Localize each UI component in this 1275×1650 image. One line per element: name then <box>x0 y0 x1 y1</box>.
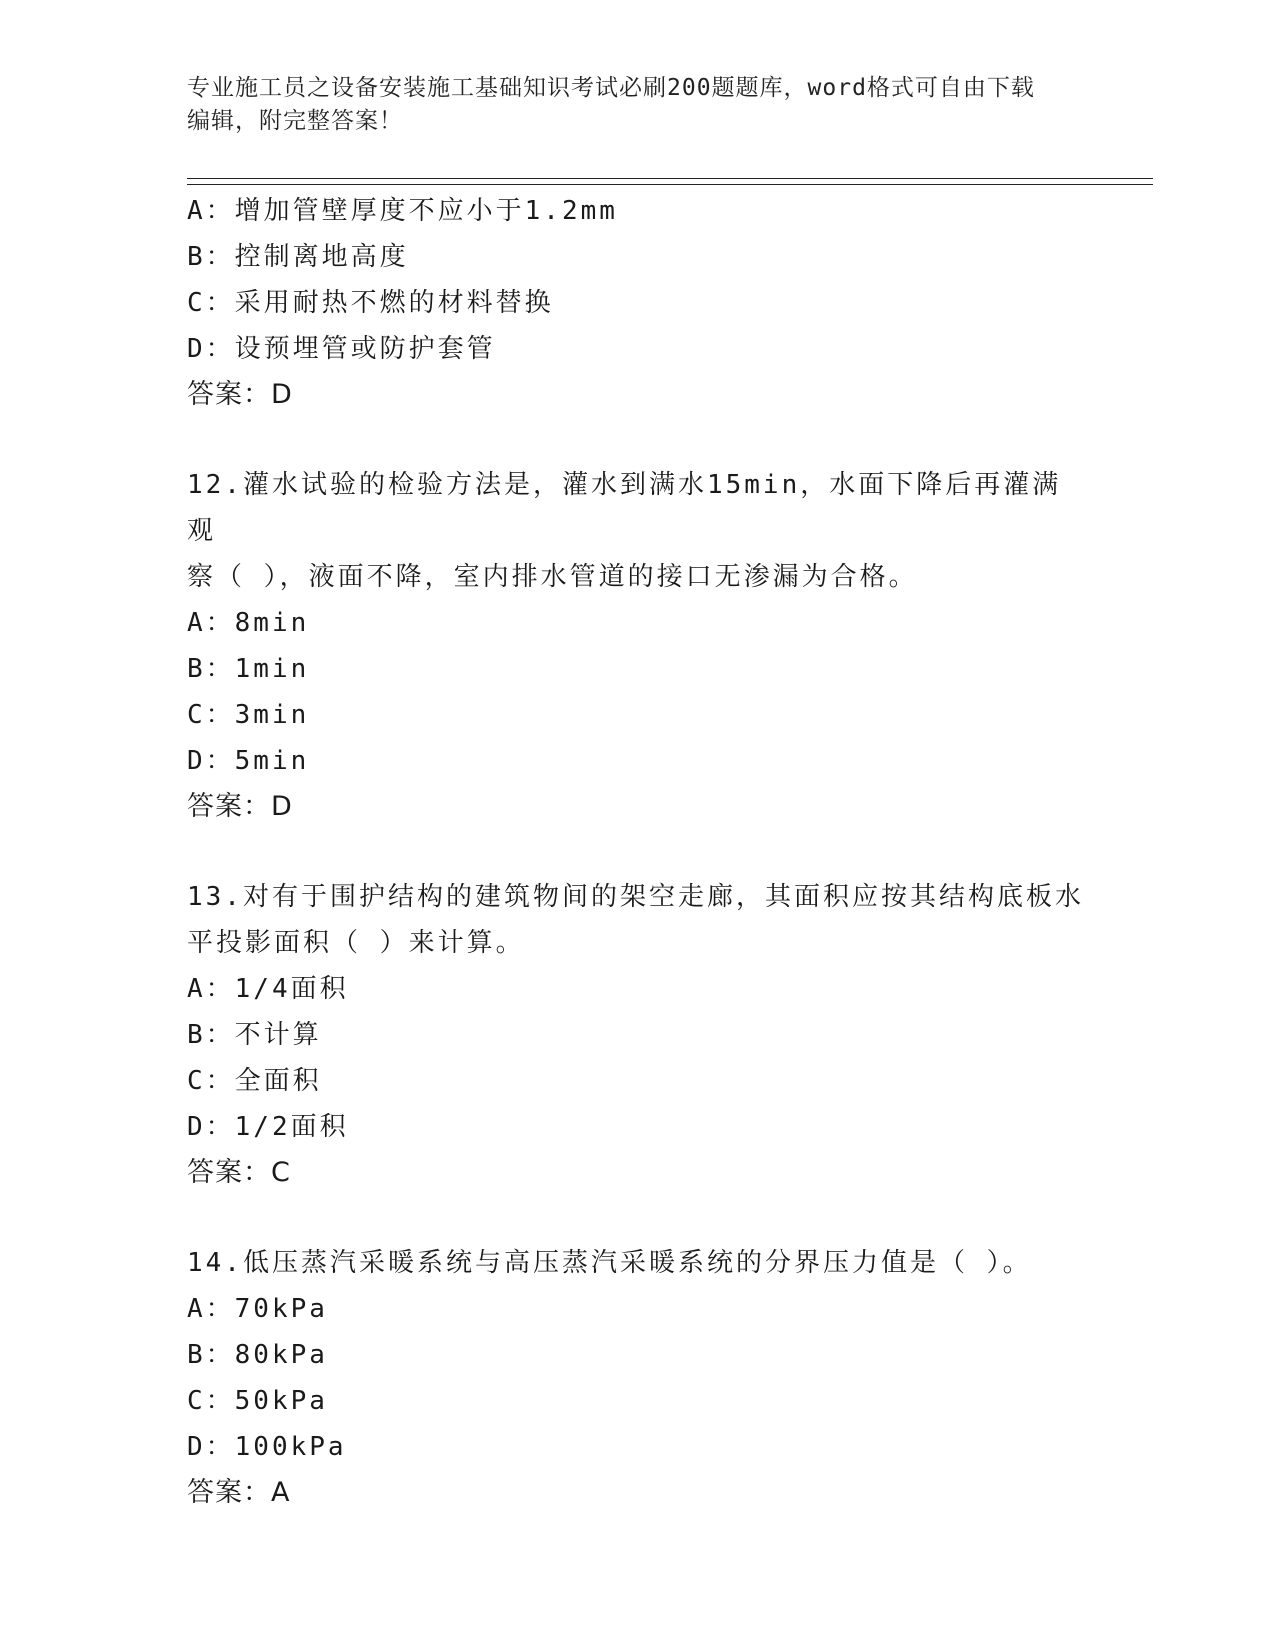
option-b: B：80kPa <box>187 1340 328 1370</box>
answer: 答案：C <box>187 1157 291 1188</box>
option-d: D：100kPa <box>187 1432 347 1462</box>
option-c: C：采用耐热不燃的材料替换 <box>187 288 554 318</box>
header-line-1: 专业施工员之设备安装施工基础知识考试必刷200题题库，word格式可自由下载 <box>187 75 1035 101</box>
question-12 <box>187 462 1087 830</box>
header-divider <box>187 178 1153 185</box>
answer: 答案：A <box>187 1477 291 1508</box>
option-c: C：50kPa <box>187 1386 328 1416</box>
question-text-line-2: 平投影面积（ ）来计算。 <box>187 928 525 958</box>
option-b: B：控制离地高度 <box>187 242 409 272</box>
question-text-line-2: 察（ ），液面不降，室内排水管道的接口无渗漏为合格。 <box>187 562 918 592</box>
option-d: D：设预埋管或防护套管 <box>187 334 496 364</box>
question-text-line-1: 12.灌水试验的检验方法是，灌水到满水15min，水面下降后再灌满观 <box>187 470 1062 546</box>
option-c: C：3min <box>187 700 310 730</box>
question-13 <box>187 874 1087 1196</box>
option-c: C：全面积 <box>187 1066 322 1096</box>
question-14 <box>187 1240 1087 1516</box>
answer: 答案：D <box>187 379 293 410</box>
document-header <box>187 72 1087 138</box>
option-b: B：1min <box>187 654 310 684</box>
option-a: A：增加管壁厚度不应小于1.2mm <box>187 196 618 226</box>
option-d: D：1/2面积 <box>187 1112 349 1142</box>
option-a: A：8min <box>187 608 310 638</box>
answer: 答案：D <box>187 791 293 822</box>
question-text-line-1: 14.低压蒸汽采暖系统与高压蒸汽采暖系统的分界压力值是（ ）。 <box>187 1248 1032 1278</box>
header-line-2: 编辑，附完整答案！ <box>187 108 403 134</box>
document-body <box>187 188 1087 1516</box>
question-text-line-1: 13.对有于围护结构的建筑物间的架空走廊，其面积应按其结构底板水 <box>187 882 1084 912</box>
question-11 <box>187 188 1087 418</box>
option-b: B：不计算 <box>187 1020 322 1050</box>
option-a: A：1/4面积 <box>187 974 349 1004</box>
option-d: D：5min <box>187 746 310 776</box>
option-a: A：70kPa <box>187 1294 328 1324</box>
